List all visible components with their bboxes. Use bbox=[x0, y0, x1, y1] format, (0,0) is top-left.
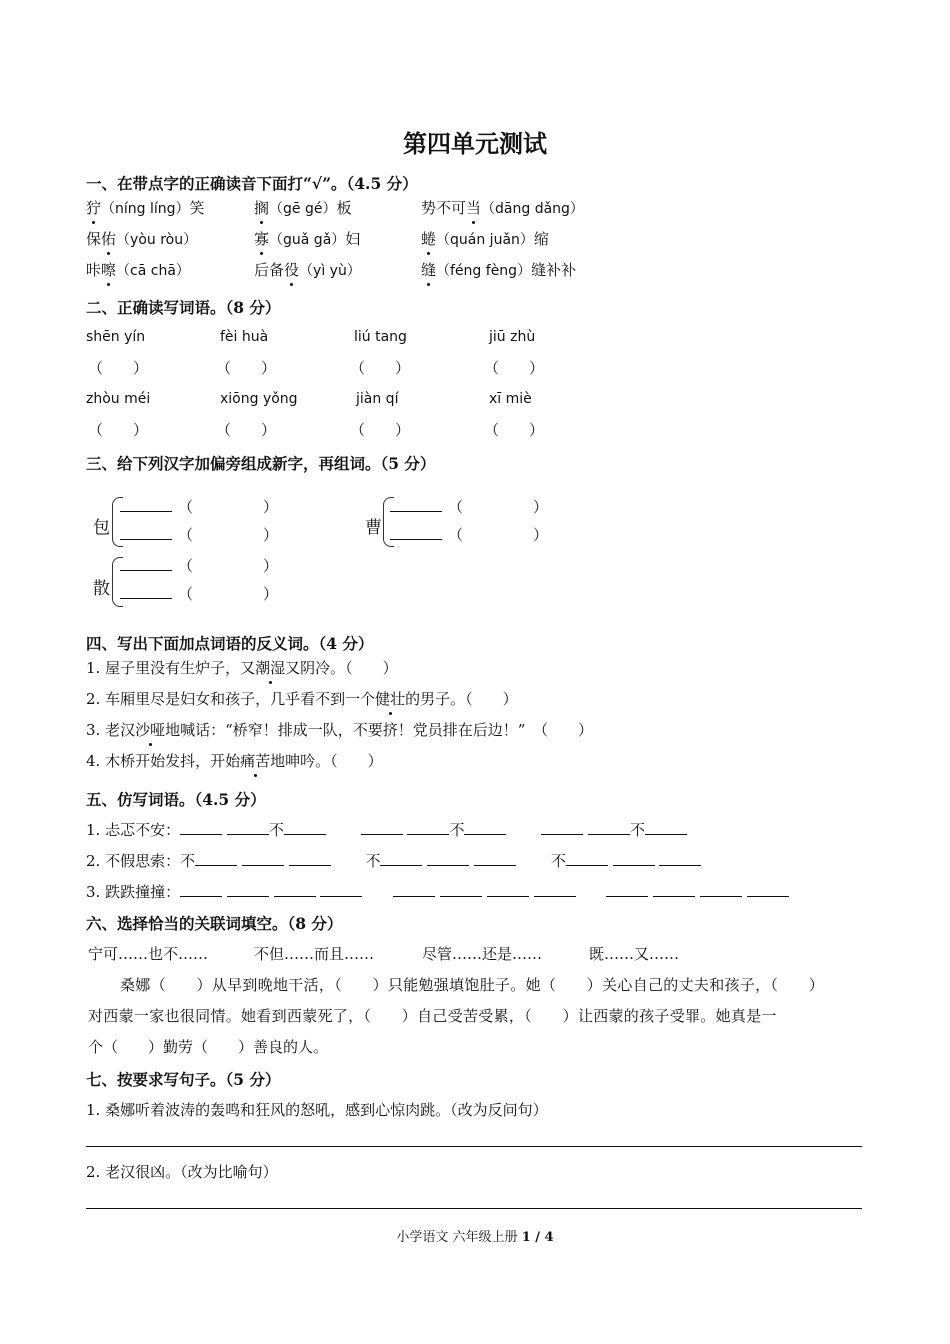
option: 既……又…… bbox=[589, 945, 680, 963]
s1-item-8: 后备役（yì yù） bbox=[254, 261, 361, 279]
answer-paren[interactable]: （ ） bbox=[216, 421, 277, 439]
s6-paragraph-line-1: 桑娜（ ）从早到晚地干活，（ ）只能勉强填饱肚子。她（ ）关心自己的丈夫和孩子，（ ） bbox=[120, 976, 825, 994]
pinyin: zhòu méi bbox=[86, 391, 151, 407]
s1-item-6: 蜷（quán juǎn）缩 bbox=[421, 230, 549, 248]
s1-item-3: 势不可当（dāng dǎng） bbox=[421, 199, 584, 217]
pinyin: xī miè bbox=[489, 391, 532, 407]
s7-question-2: 2. 老汉很凶。（改为比喻句） bbox=[86, 1163, 278, 1181]
fill-row[interactable]: （ ） bbox=[120, 524, 278, 545]
s1-item-1: 狞（níng líng）笑 bbox=[86, 199, 205, 217]
fill-row[interactable]: （ ） bbox=[120, 583, 278, 604]
answer-paren[interactable]: （ ） bbox=[350, 421, 411, 439]
section-4-heading: 四、写出下面加点词语的反义词。（4 分） bbox=[86, 634, 374, 653]
char-bao: 包 bbox=[93, 518, 110, 538]
section-6-heading: 六、选择恰当的关联词填空。（8 分） bbox=[86, 914, 343, 933]
s1-item-5: 寡（guǎ gǎ）妇 bbox=[254, 230, 361, 248]
s4-question-1: 1. 屋子里没有生炉子，又潮湿又阴冷。（ ） bbox=[86, 659, 398, 677]
option: 宁可……也不…… bbox=[88, 945, 209, 963]
page-title: 第四单元测试 bbox=[403, 129, 547, 158]
s5-line-1[interactable]: 1. 忐忑不安： 不 不 不 bbox=[86, 819, 687, 840]
pinyin: xiōng yǒng bbox=[220, 391, 298, 407]
option: 尽管……还是…… bbox=[422, 945, 543, 963]
s1-item-9: 缝（féng fèng）缝补补 bbox=[421, 261, 577, 279]
answer-paren[interactable]: （ ） bbox=[484, 421, 545, 439]
answer-paren[interactable]: （ ） bbox=[350, 359, 411, 377]
s4-question-2: 2. 车厢里尽是妇女和孩子，几乎看不到一个健壮的男子。（ ） bbox=[86, 690, 518, 708]
section-3-heading: 三、给下列汉字加偏旁组成新字，再组词。（5 分） bbox=[86, 454, 436, 473]
pinyin: shēn yín bbox=[86, 329, 146, 345]
fill-row[interactable]: （ ） bbox=[390, 524, 548, 545]
page-footer: 小学语文 六年级上册 1 / 4 bbox=[396, 1230, 554, 1245]
answer-paren[interactable]: （ ） bbox=[88, 359, 149, 377]
pinyin: jiàn qí bbox=[356, 391, 399, 407]
s4-question-3: 3. 老汉沙哑地喊话：“桥窄！排成一队，不要挤！党员排在后边！” （ ） bbox=[86, 721, 593, 739]
s6-paragraph-line-3: 个（ ）勤劳（ ）善良的人。 bbox=[88, 1038, 329, 1056]
s6-paragraph-line-2: 对西蒙一家也很同情。她看到西蒙死了，（ ）自己受苦受累，（ ）让西蒙的孩子受罪。她真是一 bbox=[88, 1007, 777, 1025]
section-1-heading: 一、在带点字的正确读音下面打“√”。（4.5 分） bbox=[86, 174, 418, 193]
answer-paren[interactable]: （ ） bbox=[484, 359, 545, 377]
char-cao: 曹 bbox=[365, 518, 382, 538]
pinyin: fèi huà bbox=[220, 329, 269, 345]
fill-row[interactable]: （ ） bbox=[120, 496, 278, 517]
section-5-heading: 五、仿写词语。（4.5 分） bbox=[86, 790, 266, 809]
pinyin: jiū zhù bbox=[489, 329, 536, 345]
pinyin: liú tang bbox=[354, 329, 407, 345]
s1-item-2: 搁（gē gé）板 bbox=[254, 199, 352, 217]
answer-paren[interactable]: （ ） bbox=[88, 421, 149, 439]
page-number: 1 / 4 bbox=[521, 1230, 554, 1245]
s1-item-7: 咔嚓（cā chā） bbox=[86, 261, 190, 279]
s5-line-2[interactable]: 2. 不假思索：不 不 不 bbox=[86, 850, 701, 871]
fill-row[interactable]: （ ） bbox=[390, 496, 548, 517]
answer-line[interactable] bbox=[86, 1146, 862, 1147]
s1-item-4: 保佑（yòu ròu） bbox=[86, 230, 198, 248]
answer-line[interactable] bbox=[86, 1208, 862, 1209]
section-7-heading: 七、按要求写句子。（5 分） bbox=[86, 1070, 281, 1089]
s5-line-3[interactable]: 3. 跌跌撞撞： bbox=[86, 881, 789, 902]
fill-row[interactable]: （ ） bbox=[120, 555, 278, 576]
option: 不但……而且…… bbox=[254, 945, 375, 963]
s4-question-4: 4. 木桥开始发抖，开始痛苦地呻吟。（ ） bbox=[86, 752, 383, 770]
section-2-heading: 二、正确读写词语。（8 分） bbox=[86, 298, 281, 317]
answer-paren[interactable]: （ ） bbox=[216, 359, 277, 377]
s7-question-1: 1. 桑娜听着波涛的轰鸣和狂风的怒吼，感到心惊肉跳。（改为反问句） bbox=[86, 1101, 548, 1119]
char-san: 散 bbox=[93, 579, 110, 599]
